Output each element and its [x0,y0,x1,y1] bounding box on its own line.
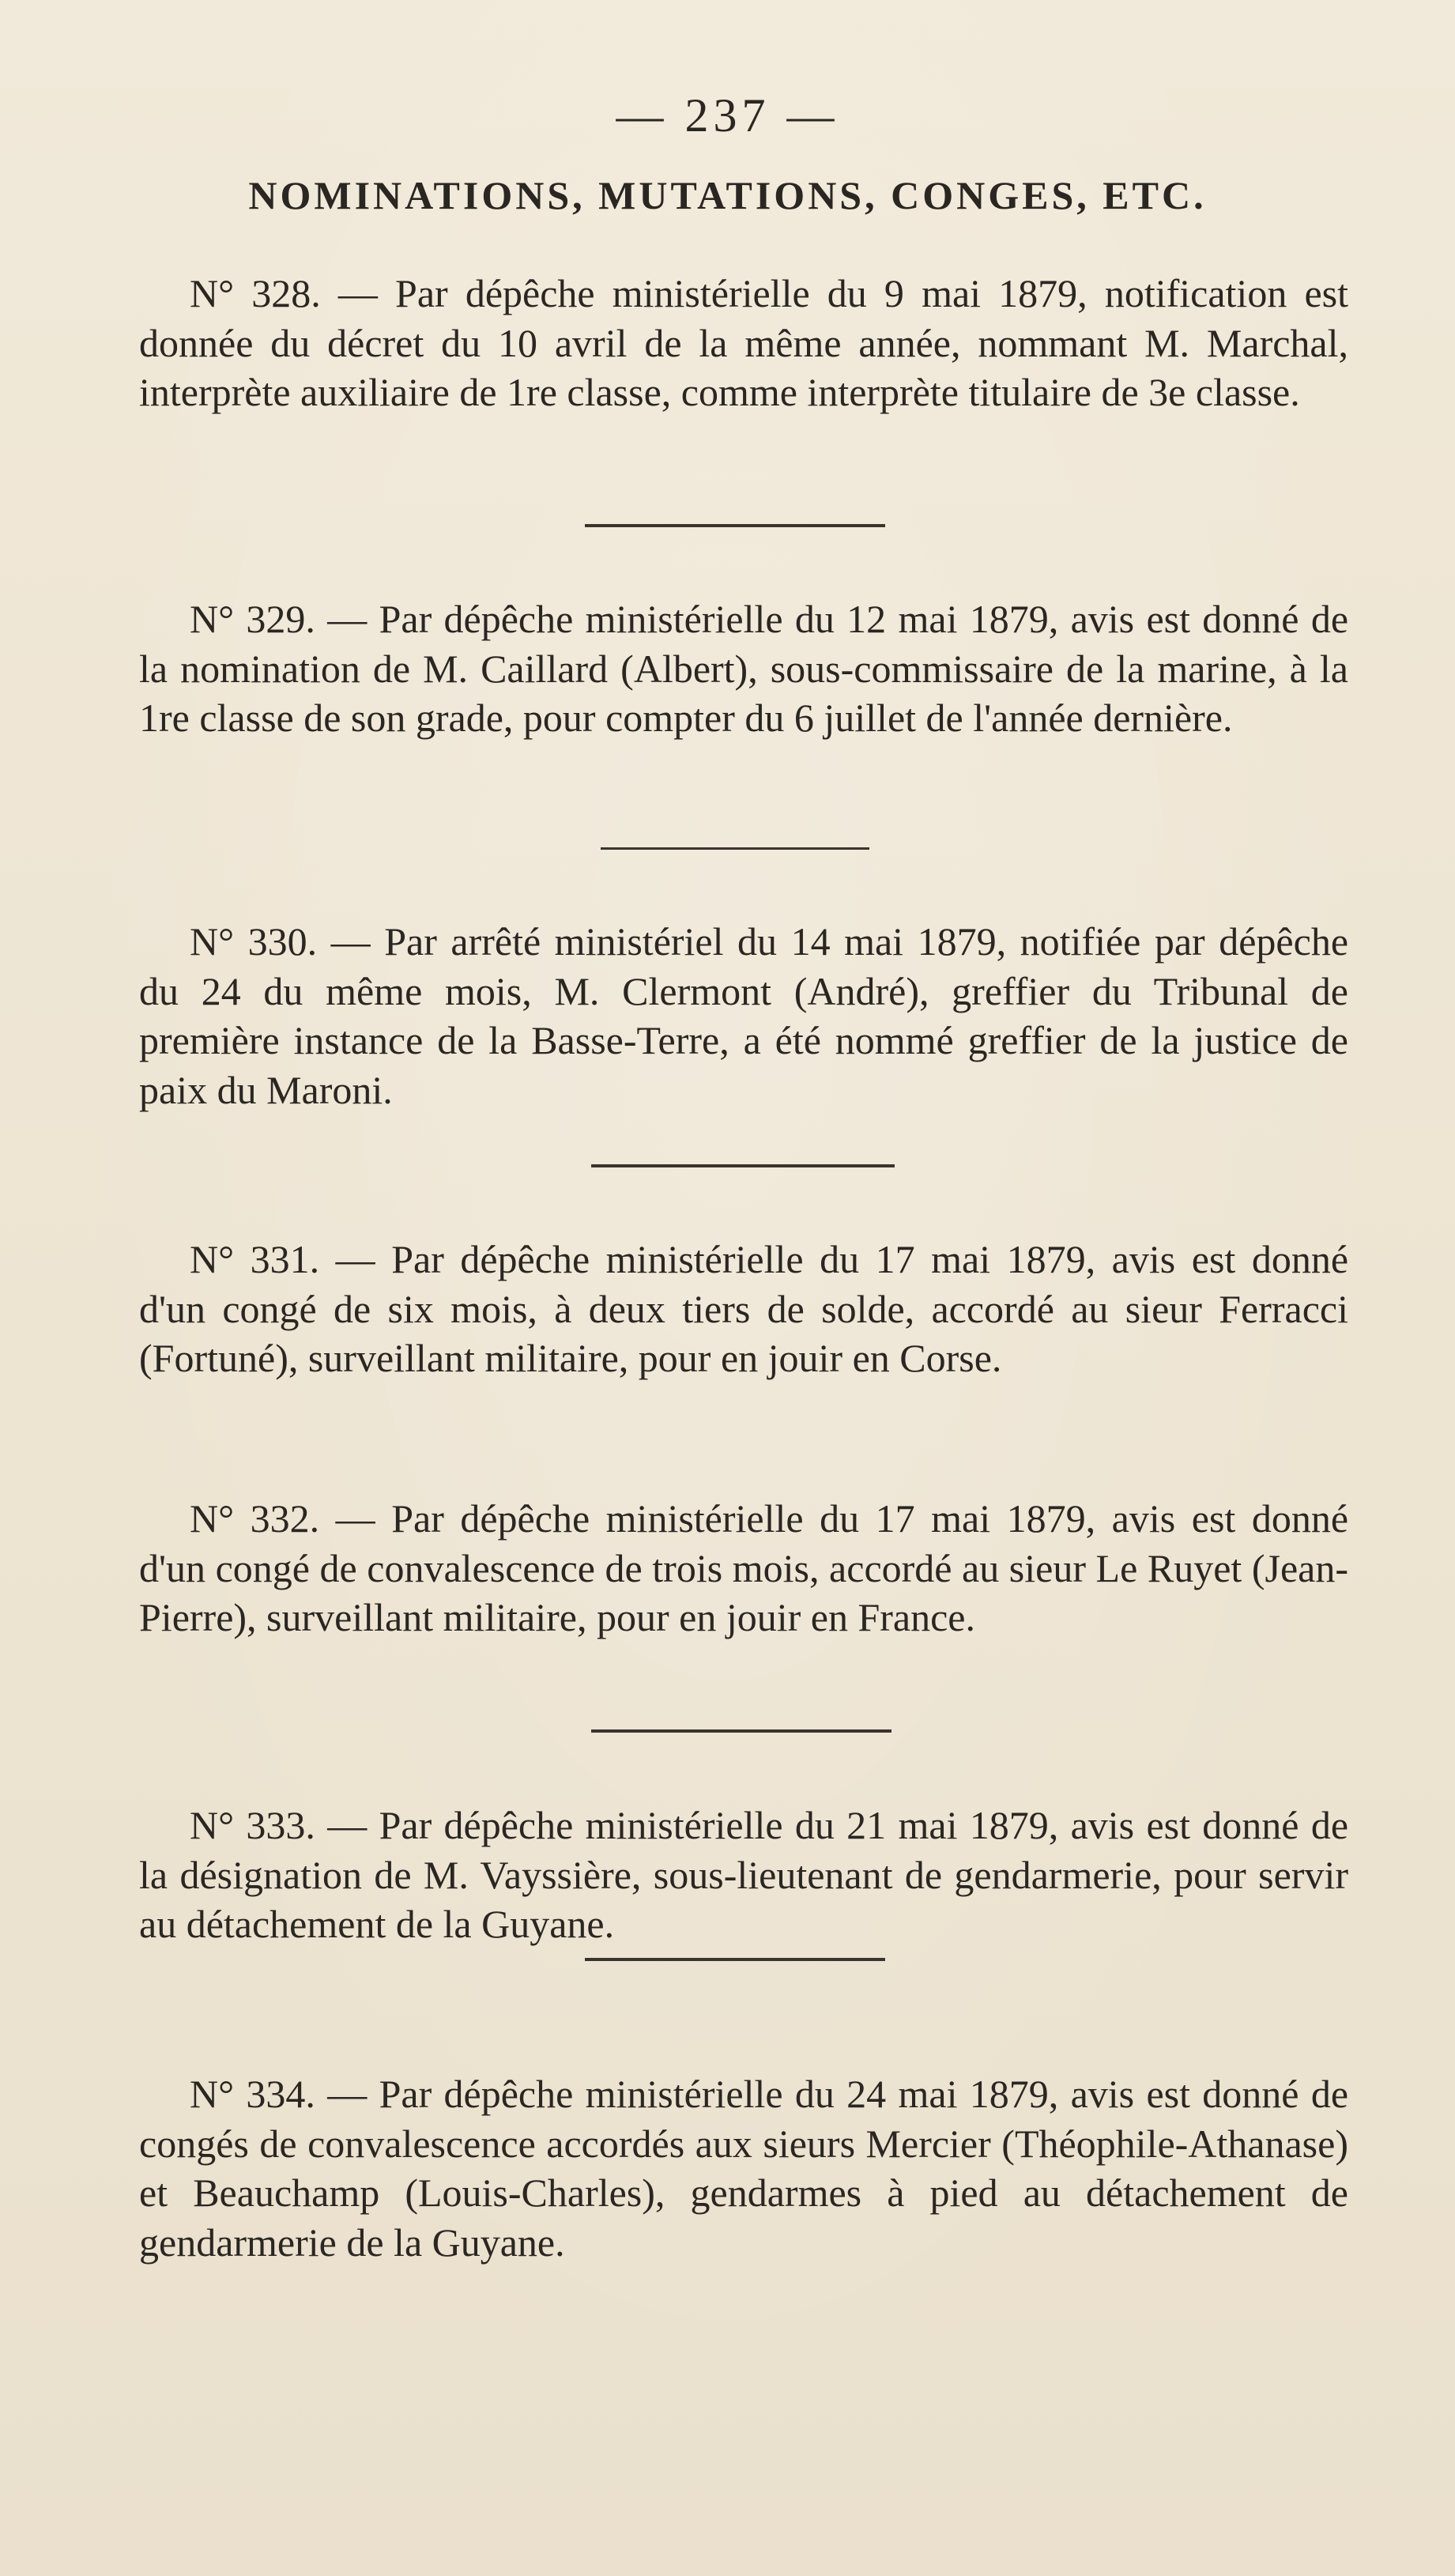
separator-rule [585,1958,885,1961]
entry-number: N° 328. [190,271,321,315]
separator-rule [601,847,869,850]
entry-328 [139,269,1348,417]
entry-332 [139,1494,1348,1643]
entry-text: — Par dépêche ministérielle du 12 mai 1879, avis est donné de la nomination de M. Caillard (Albert), sous-commissaire de la marine, à la 1re classe de son grade, pour compter du 6 juillet de l'année dernière. [139,597,1349,740]
entry-number: N° 329. [190,597,315,641]
page-number: — 237 — [616,89,839,141]
entry-text: — Par dépêche ministérielle du 21 mai 1879, avis est donné de la désignation de M. Vayssière, sous-lieutenant de gendarmerie, pour servir au détachement de la Guyane. [139,1803,1349,1946]
entry-text: — Par dépêche ministérielle du 17 mai 1879, avis est donné d'un congé de six mois, à deux tiers de solde, accordé au sieur Ferracci (Fortuné), surveillant militaire, pour en jouir en Corse. [139,1237,1349,1380]
entry-331 [139,1235,1348,1383]
entry-number: N° 332. [190,1496,320,1541]
entry-text: — Par arrêté ministériel du 14 mai 1879, notifiée par dépêche du 24 du même mois, M. Clermont (André), greffier du Tribunal de première instance de la Basse-Terre, a été nommé greffier de la justice de paix du Maroni. [139,919,1349,1112]
separator-rule [585,524,885,527]
entry-330 [139,917,1348,1115]
separator-rule [591,1164,895,1167]
entry-number: N° 330. [190,919,318,964]
entry-text: — Par dépêche ministérielle du 17 mai 1879, avis est donné d'un congé de convalescence de trois mois, accordé au sieur Le Ruyet (Jean-Pierre), surveillant militaire, pour en jouir en France. [139,1496,1349,1639]
entry-329 [139,594,1348,743]
entry-number: N° 331. [190,1237,320,1281]
entry-text: — Par dépêche ministérielle du 9 mai 1879, notification est donnée du décret du 10 avril de la même année, nommant M. Marchal, interprète auxiliaire de 1re classe, comme interprète titulaire de 3e classe. [139,271,1349,414]
entry-text: — Par dépêche ministérielle du 24 mai 1879, avis est donné de congés de convalescence accordés aux sieurs Mercier (Théophile-Athanase) et Beauchamp (Louis-Charles), gendarmes à pied au détachement de gendarmerie de la Guyane. [139,2072,1349,2265]
section-heading: NOMINATIONS, MUTATIONS, CONGES, ETC. [248,173,1207,217]
entry-number: N° 333. [190,1803,315,1847]
entry-number: N° 334. [190,2072,315,2116]
entry-334 [139,2069,1348,2267]
entry-333 [139,1801,1348,1949]
separator-rule [591,1729,891,1733]
